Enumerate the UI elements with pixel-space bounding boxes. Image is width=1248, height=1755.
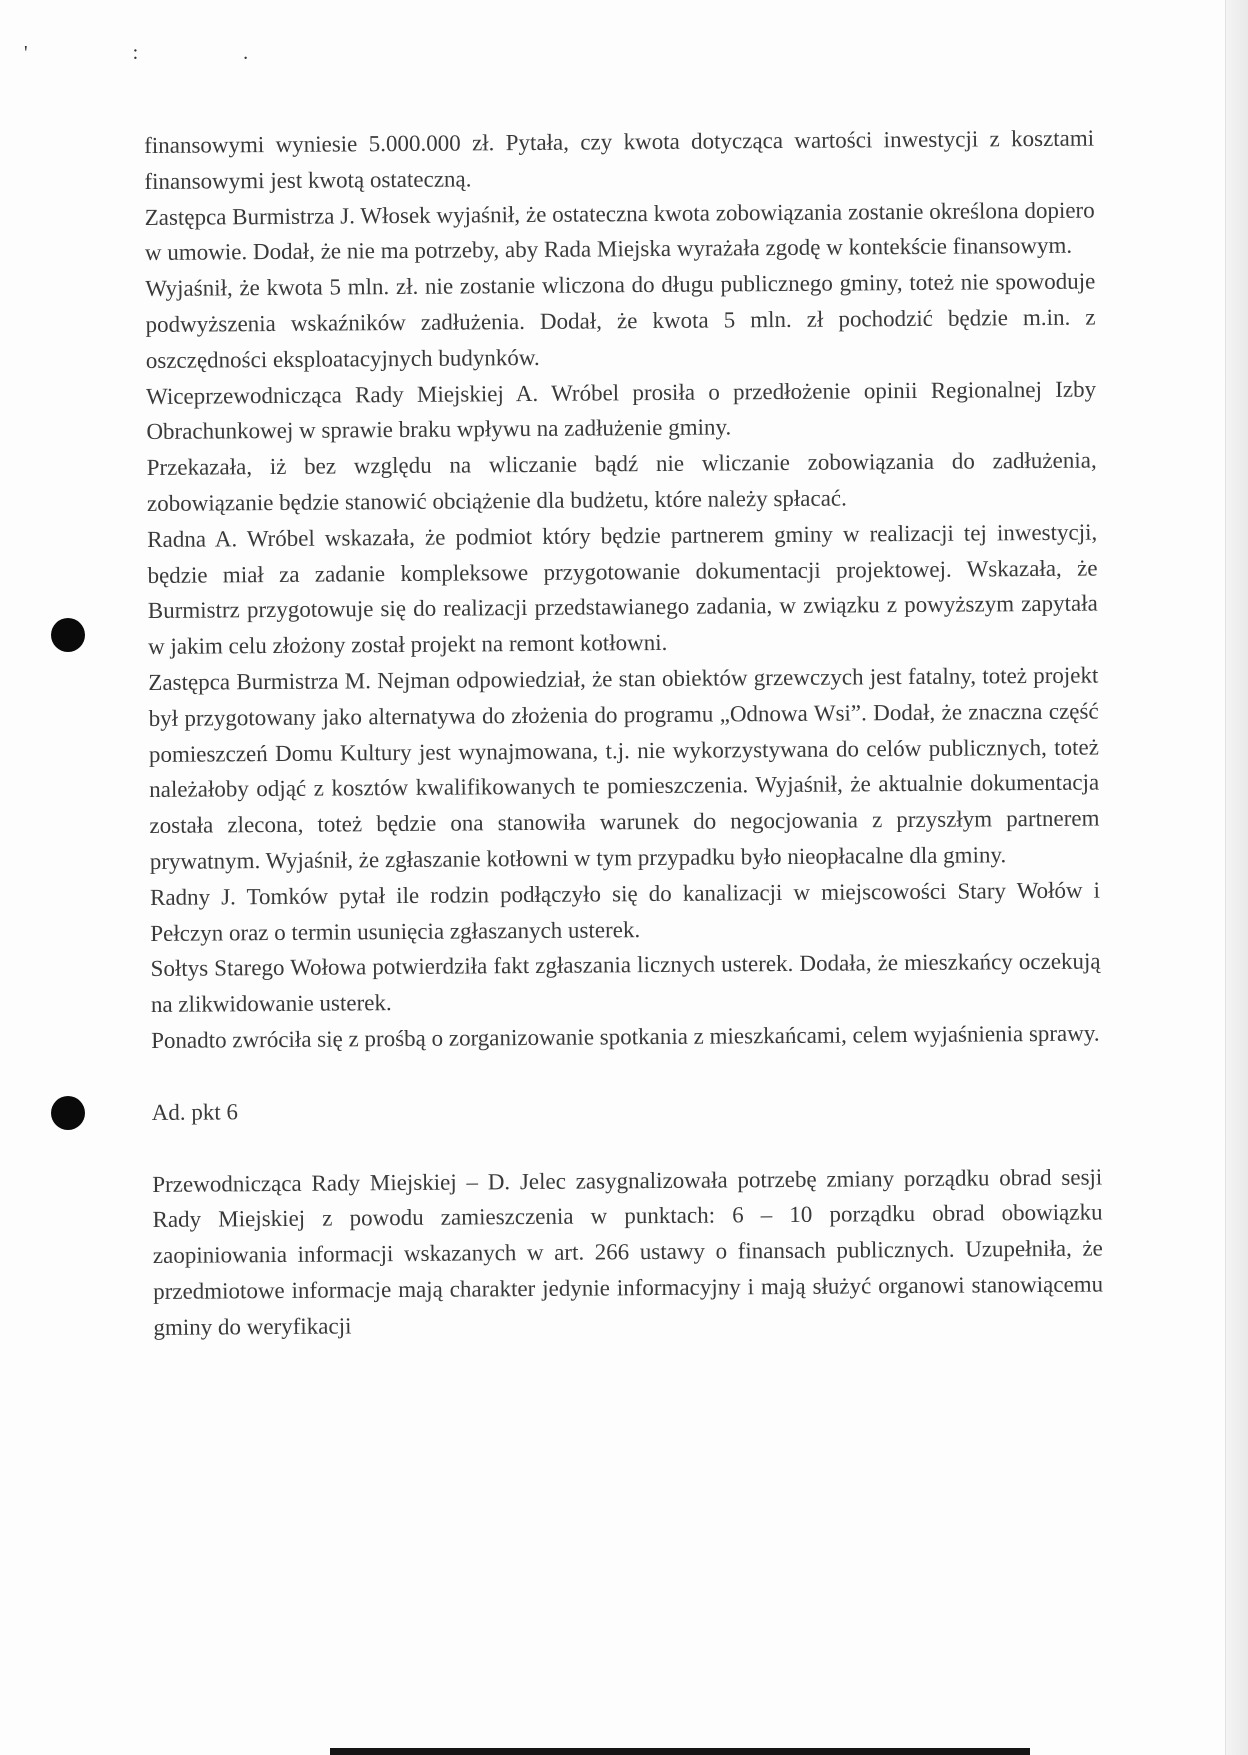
paragraph-9: Sołtys Starego Wołowa potwierdziła fakt zgłaszania licznych usterek. Dodała, że mieszkańcy oczekują na zlikwidowanie usterek.	[150, 948, 1101, 1018]
paragraph-3: Wyjaśnił, że kwota 5 mln. zł. nie zostanie wliczona do długu publicznego gminy, toteż nie spowoduje podwyższenia wskaźników zadłużenia. Dodał, że kwota 5 mln. zł pochodzić będzie m.in. z oszczędności eksploatacyjnych budynków.	[145, 268, 1096, 373]
paragraph-4: Wiceprzewodnicząca Rady Miejskiej A. Wróbel prosiła o przedłożenie opinii Regionalnej Izby Obrachunkowej w sprawie braku wpływu na zadłużenie gminy.	[146, 376, 1097, 445]
paragraph-8: Radny J. Tomków pytał ile rodzin podłączyło się do kanalizacji w miejscowości Stary Wołów i Pełczyn oraz o termin usunięcia zgłaszanych usterek.	[149, 877, 1101, 946]
closing-paragraph: Przewodnicząca Rady Miejskiej – D. Jelec zasygnalizowała potrzebę zmiany porządku obrad sesji Rady Miejskiej z powodu zamieszczenia w punktach: 6 – 10 porządku obrad obowiązku zaopiniowania informacji wskazanych w art. 266 ustawy o finansach publicznych. Uzupełniła, że przedmiotowe informacje mają charakter jedynie informacyjny i mają służyć organowi stanowiącemu gminy do weryfikacji	[152, 1164, 1104, 1340]
punch-hole-lower	[51, 1096, 85, 1130]
paragraph-2: Zastępca Burmistrza J. Włosek wyjaśnił, że ostateczna kwota zobowiązania zostanie określona dopiero w umowie. Dodał, że nie ma potrzeby, aby Rada Miejska wyrażała zgodę w kontekście finansowym.	[144, 197, 1095, 266]
paragraph-6: Radna A. Wróbel wskazała, że podmiot który będzie partnerem gminy w realizacji tej inwestycji, będzie miał za zadanie kompleksowe przygotowanie dokumentacji projektowej. Wskazała, że Burmistrz przygotowuje się do realizacji przedstawianego zadania, w związku z powyższym zapytała w jakim celu złożony został projekt na remont kotłowni.	[147, 519, 1098, 660]
section-heading: Ad. pkt 6	[151, 1099, 239, 1125]
paragraph-10: Ponadto zwróciła się z prośbą o zorganizowanie spotkania z mieszkańcami, celem wyjaśnienia sprawy.	[151, 1020, 1100, 1053]
paragraph-5: Przekazała, iż bez względu na wliczanie bądź nie wliczanie zobowiązania do zadłużenia, zobowiązanie będzie stanowić obciążenie dla budżetu, które należy spłacać.	[146, 447, 1097, 516]
paragraph-7: Zastępca Burmistrza M. Nejman odpowiedział, że stan obiektów grzewczych jest fatalny, toteż projekt był przygotowany jako alternatywa do złożenia do programu „Odnowa Wsi”. Dodał, że znaczna część pomieszczeń Domu Kultury jest wynajmowana, t.j. nie wykorzystywana do celów publicznych, toteż należałoby odjąć z kosztów kwalifikowanych te pomieszczenia. Wyjaśnił, że aktualnie dokumentacja została zlecona, toteż będzie ona stanowiła warunek do negocjowania z przyszłym partnerem prywatnym. Wyjaśnił, że zgłaszanie kotłowni w tym przypadku było nieopłacalne dla gminy.	[148, 662, 1100, 874]
scan-bottom-bar	[330, 1748, 1030, 1755]
page-edge-shadow	[1225, 0, 1248, 1755]
punch-hole-upper	[51, 618, 85, 652]
paragraph-1: finansowymi wyniesie 5.000.000 zł. Pytała, czy kwota dotycząca wartości inwestycji z kosztami finansowymi jest kwotą ostateczną.	[144, 125, 1095, 194]
corner-marks: ' : .	[24, 42, 299, 64]
document-body	[144, 121, 1104, 1346]
